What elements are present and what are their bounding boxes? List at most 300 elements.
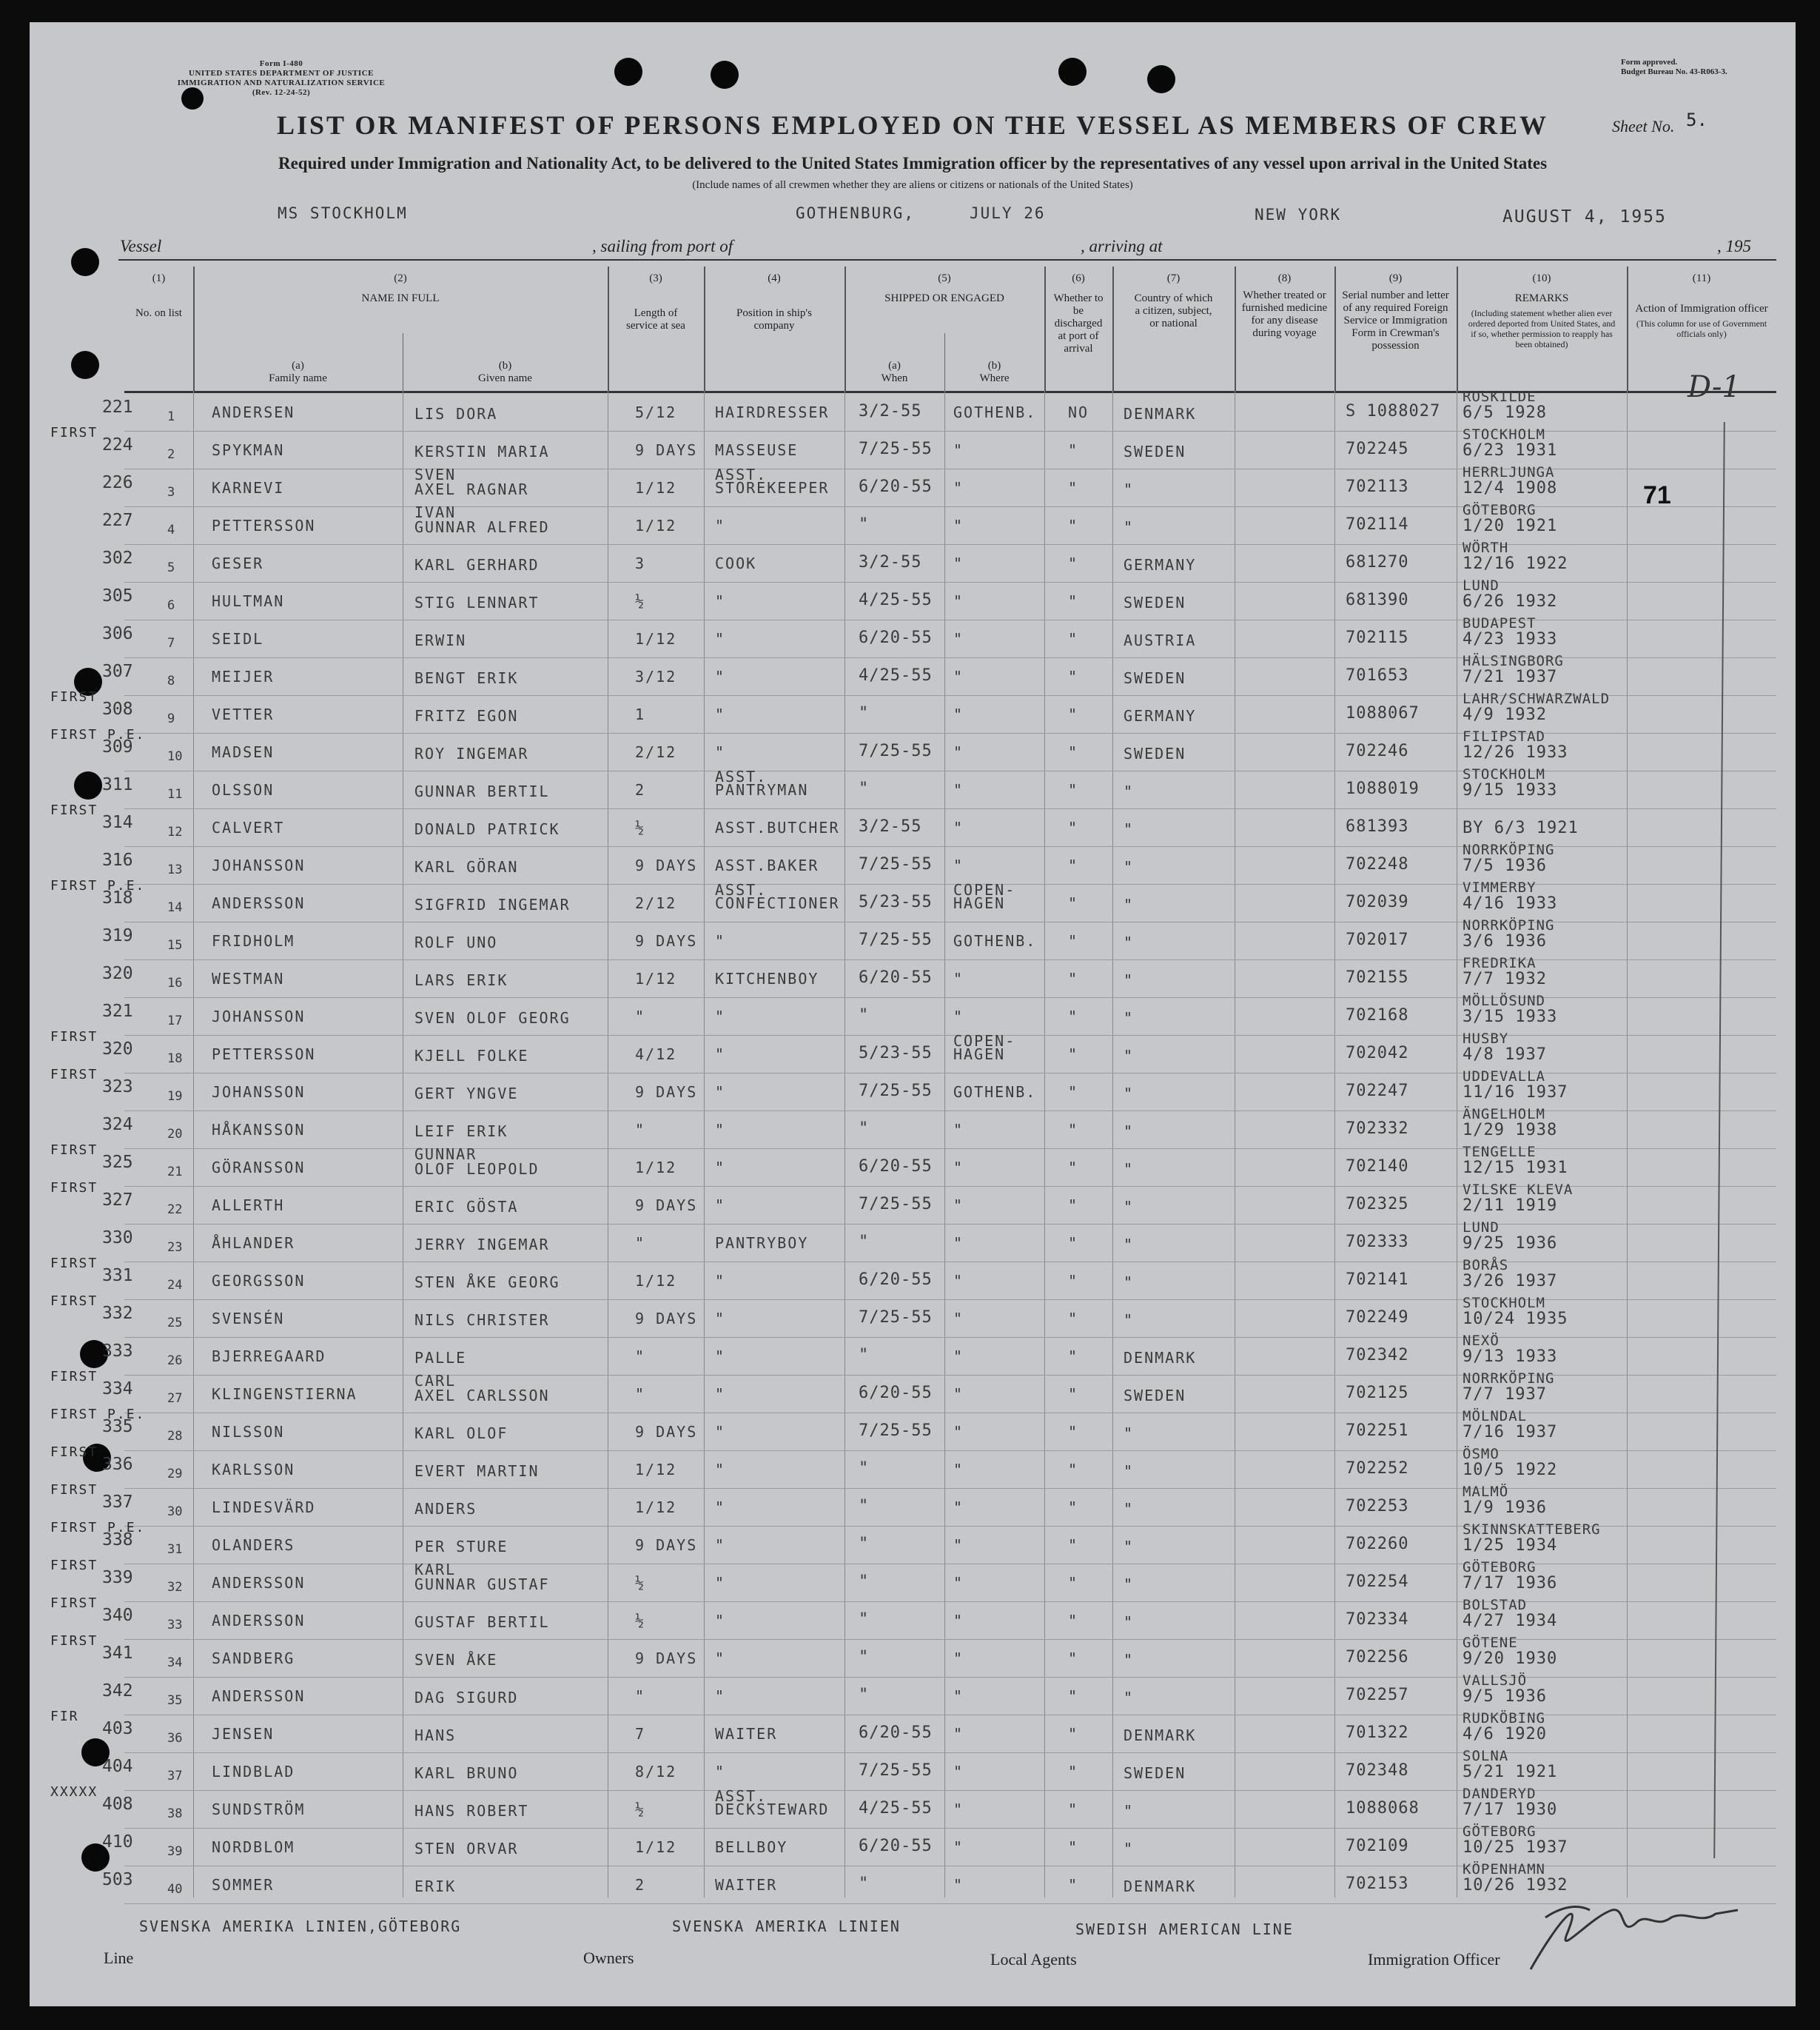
list-number: 404 <box>102 1757 133 1776</box>
birthdate: 6/5 1928 <box>1463 403 1547 422</box>
discharged: " <box>1068 781 1079 799</box>
list-number: 340 <box>102 1606 133 1625</box>
form-serial: 701653 <box>1346 666 1409 685</box>
sub-col-number: (b) <box>498 360 512 372</box>
form-serial: 702342 <box>1346 1346 1409 1364</box>
shipped-when: 7/25-55 <box>859 440 933 458</box>
col-header-position <box>704 267 846 391</box>
margin-note: FIRST <box>50 1595 98 1611</box>
line-number: 21 <box>167 1165 183 1179</box>
country: " <box>1124 1198 1135 1216</box>
col-number: (3) <box>649 272 662 284</box>
shipped-when: 7/25-55 <box>859 1308 933 1327</box>
list-number: 323 <box>102 1077 133 1096</box>
country: " <box>1124 1236 1135 1253</box>
margin-note: FIRST <box>50 1444 98 1460</box>
col-note: (This column for use of Government officials only) <box>1636 318 1767 339</box>
shipped-where: " <box>953 592 964 610</box>
sheet-label: Sheet No. <box>1612 117 1675 135</box>
line-number: 31 <box>167 1542 183 1557</box>
list-number: 333 <box>102 1341 133 1361</box>
shipped-where: " <box>953 1763 964 1781</box>
country: DENMARK <box>1124 405 1197 423</box>
position: CONFECTIONER <box>715 894 840 912</box>
shipped-when: 4/25-55 <box>859 591 933 609</box>
birthdate: 6/23 1931 <box>1463 441 1558 460</box>
birthplace: TENGELLE <box>1463 1144 1537 1160</box>
shipped-where: " <box>953 1649 964 1667</box>
family-name: ÅHLANDER <box>212 1234 295 1252</box>
col-header-service <box>608 267 705 391</box>
officer-signature <box>1516 1888 1753 1977</box>
discharged: " <box>1068 1687 1079 1705</box>
given-name: KJELL FOLKE <box>414 1047 529 1065</box>
col-header-no <box>124 267 195 391</box>
col-number: (5) <box>938 272 951 284</box>
col-number: (1) <box>152 272 166 284</box>
form-serial: 681390 <box>1346 591 1409 609</box>
list-number: 336 <box>102 1455 133 1474</box>
shipped-where: " <box>953 1310 964 1327</box>
shipped-when: " <box>859 1535 870 1553</box>
service-length: 9 DAYS <box>635 1649 698 1667</box>
punch-hole <box>711 61 739 89</box>
country: " <box>1124 820 1135 838</box>
local-agents-value: SWEDISH AMERICAN LINE <box>1075 1920 1294 1938</box>
form-revision: (Rev. 12-24-52) <box>252 88 311 97</box>
position: " <box>715 1347 726 1365</box>
birthdate: 7/21 1937 <box>1463 668 1558 686</box>
form-serial: 702039 <box>1346 893 1409 911</box>
table-row <box>102 993 1776 1036</box>
birthplace: GÖTEBORG <box>1463 1559 1537 1575</box>
arrival-date: AUGUST 4, 1955 <box>1502 207 1667 227</box>
punch-hole <box>71 351 99 379</box>
line-number: 15 <box>167 938 183 953</box>
given-name: SIGFRID INGEMAR <box>414 896 571 914</box>
col-header-serial <box>1334 267 1458 391</box>
discharged: " <box>1068 479 1079 497</box>
shipped-where: " <box>953 1800 964 1818</box>
birthplace: LUND <box>1463 1219 1500 1236</box>
given-name-extra: GUNNAR <box>414 1145 477 1163</box>
form-serial: 702115 <box>1346 629 1409 647</box>
given-name: GUNNAR BERTIL <box>414 783 550 800</box>
position: WAITER <box>715 1876 778 1894</box>
position: " <box>715 932 726 950</box>
birthplace: HERRLJUNGA <box>1463 464 1555 480</box>
given-name: KARL OLOF <box>414 1424 508 1442</box>
col-header-treated <box>1235 267 1336 391</box>
given-name: ERIK <box>414 1877 457 1895</box>
position: " <box>715 1083 726 1101</box>
country: SWEDEN <box>1124 1387 1186 1404</box>
family-name: KARLSSON <box>212 1461 295 1478</box>
discharged: " <box>1068 819 1079 837</box>
birthdate: 5/21 1921 <box>1463 1763 1558 1781</box>
col-number: (4) <box>768 272 781 284</box>
list-number: 319 <box>102 926 133 945</box>
form-serial: 702254 <box>1346 1572 1409 1591</box>
family-name: MEIJER <box>212 668 275 686</box>
discharged: " <box>1068 1876 1079 1894</box>
position: " <box>715 743 726 761</box>
given-name-header <box>403 360 608 385</box>
vessel-name: MS STOCKHOLM <box>278 204 408 222</box>
given-name: GUSTAF BERTIL <box>414 1613 550 1631</box>
birthplace: STOCKHOLM <box>1463 1295 1545 1311</box>
family-name: PETTERSSON <box>212 517 316 535</box>
service-length: 9 DAYS <box>635 1423 698 1441</box>
discharged: " <box>1068 932 1079 950</box>
country: " <box>1124 1047 1135 1065</box>
shipped-when: 3/2-55 <box>859 553 922 572</box>
col-title: Serial number and letter of any required Foreign Service or Immigration Form in Crewman's possession <box>1342 289 1449 352</box>
country: DENMARK <box>1124 1877 1197 1895</box>
country: SWEDEN <box>1124 1764 1186 1782</box>
line-value: SVENSKA AMERIKA LINIEN,GÖTEBORG <box>139 1917 462 1935</box>
discharged: " <box>1068 1159 1079 1176</box>
service-length: 8/12 <box>635 1763 677 1781</box>
owners-label: Owners <box>583 1949 634 1967</box>
country: " <box>1124 518 1135 536</box>
birthdate: 10/5 1922 <box>1463 1461 1558 1479</box>
service-length: " <box>635 1234 646 1252</box>
position: BELLBOY <box>715 1838 788 1856</box>
family-name: JOHANSSON <box>212 1083 306 1101</box>
discharged: " <box>1068 1725 1079 1743</box>
given-name: PER STURE <box>414 1538 508 1555</box>
form-serial: 702168 <box>1346 1006 1409 1025</box>
birthplace: MALMÖ <box>1463 1484 1509 1500</box>
line-number: 20 <box>167 1127 183 1142</box>
birthdate: 3/15 1933 <box>1463 1008 1558 1026</box>
col-title: Position in ship's company <box>736 307 812 332</box>
col-header-remarks <box>1457 267 1628 391</box>
given-name: KARL GÖRAN <box>414 858 519 876</box>
birthdate: 7/7 1932 <box>1463 970 1547 988</box>
shipped-when: 4/25-55 <box>859 666 933 685</box>
country: " <box>1124 1273 1135 1291</box>
service-length: 1/12 <box>635 630 677 648</box>
shipped-when: 3/2-55 <box>859 817 922 836</box>
col-number: (6) <box>1072 272 1085 284</box>
service-length: 1/12 <box>635 1272 677 1290</box>
service-length: 1 <box>635 706 646 723</box>
line-number: 12 <box>167 825 183 840</box>
position: HAIRDRESSER <box>715 403 830 421</box>
shipped-where: " <box>953 1612 964 1629</box>
position-prefix: ASST. <box>715 1787 768 1805</box>
given-name: LARS ERIK <box>414 971 508 989</box>
form-serial: 702042 <box>1346 1044 1409 1062</box>
birthplace: DANDERYD <box>1463 1786 1537 1802</box>
birthdate: 7/5 1936 <box>1463 857 1547 875</box>
form-serial: 702246 <box>1346 742 1409 760</box>
list-number: 307 <box>102 662 133 681</box>
family-name: LINDESVÄRD <box>212 1498 316 1516</box>
birthplace: BUDAPEST <box>1463 615 1537 632</box>
country: " <box>1124 1085 1135 1102</box>
line-number: 9 <box>167 711 175 726</box>
shipped-where: " <box>953 1196 964 1214</box>
shipped-where-prefix: COPEN- <box>953 881 1016 899</box>
birthplace: FILIPSTAD <box>1463 728 1545 745</box>
discharged: " <box>1068 1800 1079 1818</box>
form-serial: 702260 <box>1346 1535 1409 1553</box>
birthdate: 12/26 1933 <box>1463 743 1568 762</box>
service-length: 2 <box>635 781 646 799</box>
country: SWEDEN <box>1124 669 1186 687</box>
shipped-where: " <box>953 1725 964 1743</box>
birthdate: 9/15 1933 <box>1463 781 1558 800</box>
discharged: " <box>1068 668 1079 686</box>
list-number: 334 <box>102 1379 133 1398</box>
form-serial: 702017 <box>1346 931 1409 949</box>
sub-col-number: (b) <box>987 360 1001 372</box>
service-length: 9 DAYS <box>635 932 698 950</box>
col-number: (11) <box>1692 272 1711 284</box>
line-number: 32 <box>167 1580 183 1595</box>
position: " <box>715 706 726 723</box>
birthdate: 10/25 1937 <box>1463 1838 1568 1857</box>
col-header-discharged <box>1044 267 1114 391</box>
table-row <box>102 766 1776 809</box>
given-name: KARL BRUNO <box>414 1764 519 1782</box>
family-name: NILSSON <box>212 1423 285 1441</box>
list-number: 309 <box>102 737 133 757</box>
form-serial: 1088067 <box>1346 704 1420 723</box>
form-serial: 701322 <box>1346 1724 1409 1742</box>
shipped-where: " <box>953 706 964 723</box>
service-length: 9 DAYS <box>635 1196 698 1214</box>
given-name: JERRY INGEMAR <box>414 1236 550 1253</box>
family-name: GESER <box>212 555 264 572</box>
list-number: 403 <box>102 1719 133 1738</box>
form-serial: 702247 <box>1346 1082 1409 1100</box>
form-serial: 702248 <box>1346 855 1409 874</box>
given-name-extra: IVAN <box>414 503 457 521</box>
shipped-where: " <box>953 441 964 459</box>
family-name: JOHANSSON <box>212 1008 306 1025</box>
family-name: ANDERSSON <box>212 1687 306 1705</box>
line-number: 4 <box>167 523 175 537</box>
list-number: 318 <box>102 888 133 908</box>
shipped-where: HAGEN <box>953 894 1006 912</box>
position: " <box>715 1461 726 1478</box>
discharged: " <box>1068 592 1079 610</box>
discharged: " <box>1068 1423 1079 1441</box>
list-number: 331 <box>102 1266 133 1285</box>
birthdate: 2/11 1919 <box>1463 1196 1558 1215</box>
col-header-country <box>1112 267 1236 391</box>
line-number: 27 <box>167 1391 183 1406</box>
given-name: STEN ÅKE GEORG <box>414 1273 560 1291</box>
position: " <box>715 1423 726 1441</box>
given-name: GUNNAR ALFRED <box>414 518 550 536</box>
margin-note: FIRST <box>50 1142 98 1158</box>
form-serial: 681270 <box>1346 553 1409 572</box>
family-name: SUNDSTRÖM <box>212 1800 306 1818</box>
punch-hole <box>1147 65 1175 93</box>
country: SWEDEN <box>1124 594 1186 612</box>
immigration-officer-label: Immigration Officer <box>1368 1950 1500 1969</box>
given-name: HANS <box>414 1726 457 1744</box>
line-number: 39 <box>167 1844 183 1859</box>
discharged: " <box>1068 1574 1079 1592</box>
family-name: OLSSON <box>212 781 275 799</box>
country: " <box>1124 971 1135 989</box>
form-serial: 681393 <box>1346 817 1409 836</box>
service-length: 7 <box>635 1725 646 1743</box>
list-number: 221 <box>102 398 133 417</box>
given-name: STEN ORVAR <box>414 1840 519 1858</box>
country: GERMANY <box>1124 707 1197 725</box>
service-length: ½ <box>635 1800 646 1818</box>
line-number: 17 <box>167 1014 183 1028</box>
shipped-when: 7/25-55 <box>859 1421 933 1440</box>
margin-note: FIRST P.E. <box>50 878 146 894</box>
birthdate: 7/17 1936 <box>1463 1574 1558 1592</box>
birthdate: BY 6/3 1921 <box>1463 819 1579 837</box>
form-serial: 702249 <box>1346 1308 1409 1327</box>
line-number: 28 <box>167 1429 183 1444</box>
form-note: (Include names of all crewmen whether they are aliens or citizens or nationals of the United States) <box>692 179 1133 191</box>
table-row <box>50 1709 1776 1753</box>
sailing-label: , sailing from port of <box>592 237 733 255</box>
position: " <box>715 630 726 648</box>
margin-note: FIRST <box>50 1293 98 1309</box>
line-number: 18 <box>167 1051 183 1066</box>
discharged: " <box>1068 894 1079 912</box>
col-number: (10) <box>1532 272 1551 284</box>
country: " <box>1124 858 1135 876</box>
punch-hole <box>1058 58 1087 86</box>
country: " <box>1124 1651 1135 1669</box>
given-name: DAG SIGURD <box>414 1689 519 1706</box>
position: " <box>715 1763 726 1781</box>
shipped-where: " <box>953 1272 964 1290</box>
shipped-where: " <box>953 555 964 572</box>
agency-line: UNITED STATES DEPARTMENT OF JUSTICE <box>189 69 374 78</box>
col-number: (7) <box>1166 272 1181 284</box>
table-row <box>50 1180 1776 1225</box>
col-title: NAME IN FULL <box>361 292 440 304</box>
birthdate: 4/8 1937 <box>1463 1045 1547 1064</box>
line-number: 30 <box>167 1504 183 1519</box>
form-number: Form I-480 <box>259 59 303 68</box>
list-number: 320 <box>102 964 133 983</box>
given-name: AXEL CARLSSON <box>414 1387 550 1404</box>
family-name: ANDERSSON <box>212 1574 306 1592</box>
family-name: SANDBERG <box>212 1649 295 1667</box>
birthplace: VILSKE KLEVA <box>1463 1182 1574 1198</box>
where-header <box>944 360 1044 385</box>
shipped-when: " <box>859 1346 870 1364</box>
birthplace: GÖTEBORG <box>1463 502 1537 518</box>
shipped-where: " <box>953 630 964 648</box>
family-name: OLANDERS <box>212 1536 295 1554</box>
line-number: 8 <box>167 674 175 689</box>
position: " <box>715 1649 726 1667</box>
owners-value: SVENSKA AMERIKA LINIEN <box>672 1917 901 1935</box>
shipped-when: 6/20-55 <box>859 1270 933 1289</box>
col-title: SHIPPED OR ENGAGED <box>884 292 1004 304</box>
given-name: OLOF LEOPOLD <box>414 1160 540 1178</box>
birthplace: NORRKÖPING <box>1463 917 1555 934</box>
year-label: , 195 <box>1717 237 1751 255</box>
service-length: ½ <box>635 819 646 837</box>
discharged: " <box>1068 1196 1079 1214</box>
given-name: EVERT MARTIN <box>414 1462 540 1480</box>
shipped-where: " <box>953 1121 964 1139</box>
family-name: MADSEN <box>212 743 275 761</box>
sub-col-title: Family name <box>269 372 327 384</box>
birthdate: 1/9 1936 <box>1463 1498 1547 1517</box>
service-length: 5/12 <box>635 403 677 421</box>
birthdate: 4/16 1933 <box>1463 894 1558 913</box>
shipped-where: GOTHENB. <box>953 403 1037 421</box>
country: " <box>1124 1802 1135 1820</box>
line-number: 37 <box>167 1769 183 1783</box>
punch-hole <box>614 58 642 86</box>
position: " <box>715 1498 726 1516</box>
col-header-name <box>193 267 609 391</box>
margin-note: FIRST <box>50 1482 98 1498</box>
approval-line: Form approved. <box>1621 58 1678 67</box>
margin-note: FIRST P.E. <box>50 1520 146 1535</box>
list-number: 325 <box>102 1153 133 1172</box>
birthplace: MÖLNDAL <box>1463 1408 1528 1424</box>
shipped-when: 6/20-55 <box>859 1384 933 1402</box>
list-number: 332 <box>102 1304 133 1323</box>
form-serial: 1088068 <box>1346 1799 1420 1818</box>
birthplace: UDDEVALLA <box>1463 1068 1545 1085</box>
given-name: HANS ROBERT <box>414 1802 529 1820</box>
shipped-when: " <box>859 1006 870 1025</box>
family-name: SEIDL <box>212 630 264 648</box>
form-serial: 702333 <box>1346 1233 1409 1251</box>
margin-note: FIR <box>50 1709 79 1724</box>
position: " <box>715 1385 726 1403</box>
sub-col-title: Where <box>979 372 1010 384</box>
given-name: SVEN ÅKE <box>414 1651 498 1669</box>
shipped-where: " <box>953 1008 964 1025</box>
service-length: 1/12 <box>635 517 677 535</box>
given-name: ROLF UNO <box>414 934 498 951</box>
birthplace: RUDKÖBING <box>1463 1710 1545 1726</box>
approval-line: Budget Bureau No. 43-R063-3. <box>1621 67 1727 76</box>
country: " <box>1124 1575 1135 1593</box>
discharged: " <box>1068 1347 1079 1365</box>
family-name: HÅKANSSON <box>212 1121 306 1139</box>
position: " <box>715 1687 726 1705</box>
line-number: 2 <box>167 447 175 462</box>
birthplace: STOCKHOLM <box>1463 426 1545 443</box>
margin-note: FIRST <box>50 1558 98 1573</box>
form-serial: 702256 <box>1346 1648 1409 1666</box>
shipped-where: " <box>953 1159 964 1176</box>
list-number: 308 <box>102 700 133 719</box>
family-name-header <box>193 360 403 385</box>
form-serial: 702245 <box>1346 440 1409 458</box>
given-name-extra: SVEN <box>414 466 457 483</box>
shipped-when: 7/25-55 <box>859 1195 933 1213</box>
sub-col-title: Given name <box>478 372 532 384</box>
service-length: 3 <box>635 555 646 572</box>
line-number: 5 <box>167 560 175 575</box>
sailing-port: GOTHENBURG, <box>796 204 916 222</box>
